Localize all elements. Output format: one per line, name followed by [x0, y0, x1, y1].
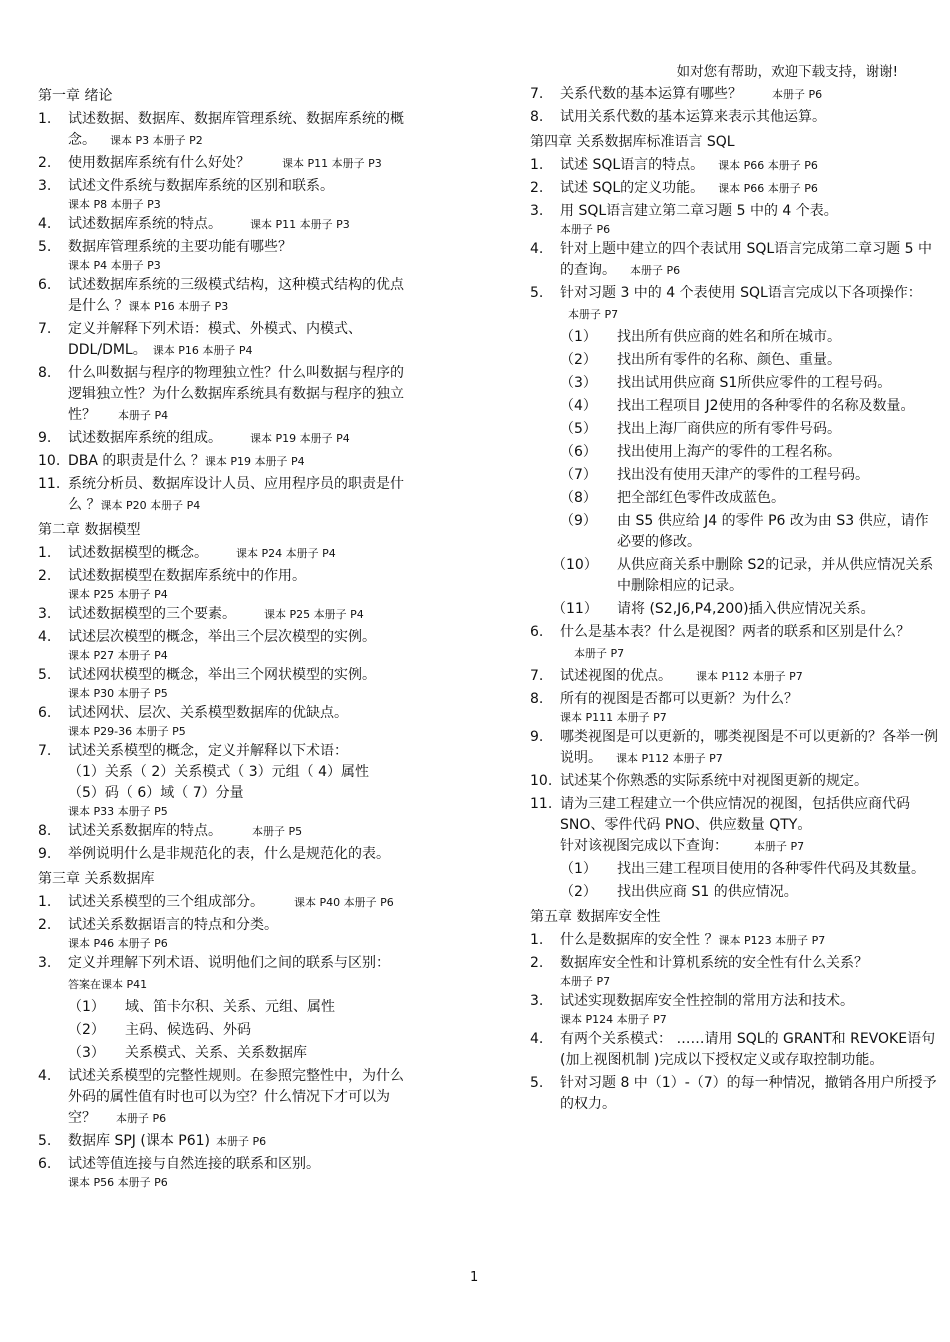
question-item: 4. 针对上题中建立的四个表试用 SQL语言完成第二章习题 5 中的查询。 本册子 P6 [530, 241, 932, 278]
question-item: 4. 试述数据库系统的特点。 课本 P11 本册子 P3 [38, 216, 350, 232]
page-number: 1 [470, 1270, 479, 1285]
question-item: 6. 什么是基本表？什么是视图？两者的联系和区别是什么？本册子 P7 [530, 624, 910, 660]
question-item: 10. 试述某个你熟悉的实际系统中对视图更新的规定。 [530, 773, 868, 789]
sub-item: （7） 找出没有使用天津产的零件的工程号码。 [560, 467, 869, 483]
question-item: 7. 试述视图的优点。 课本 P112 本册子 P7 [530, 668, 803, 684]
sub-item: （2） 找出供应商 S1 的供应情况。 [560, 884, 798, 900]
question-item: 3. 试述文件系统与数据库系统的区别和联系。 课本 P8 本册子 P3 [38, 178, 334, 211]
question-item: 4. 有两个关系模式： ……请用 SQL的 GRANT和 REVOKE语句 (加上视图机制 )完成以下授权定义或存取控制功能。 [530, 1031, 936, 1068]
question-item: 1. 试述 SQL语言的特点。 课本 P66 本册子 P6 [530, 157, 818, 173]
question-item: 3. 定义并理解下列术语、说明他们之间的联系与区别：答案在课本 P41 [38, 955, 390, 991]
question-item: 7. 定义并解释下列术语：模式、外模式、内模式、DDL/DML。 课本 P16 本册子 P4 [38, 321, 362, 358]
chapter-3-title: 第三章 关系数据库 [38, 871, 155, 887]
question-item: 9. 试述数据库系统的组成。 课本 P19 本册子 P4 [38, 430, 350, 446]
question-item: 7. 关系代数的基本运算有哪些？ 本册子 P6 [530, 86, 823, 102]
question-item: 1. 试述数据、数据库、数据库管理系统、数据库系统的概念。 课本 P3 本册子 P2 [38, 111, 404, 148]
right-column [530, 82, 940, 1115]
sub-item: （10） 从供应商关系中删除 S2的记录，并从供应情况关系中删除相应的记录。 [552, 557, 934, 594]
sub-item: （3） 关系模式、关系、关系数据库 [68, 1045, 307, 1061]
question-item: 2. 数据库安全性和计算机系统的安全性有什么关系？ 本册子 P7 [530, 955, 868, 988]
sub-item: （6） 找出使用上海产的零件的工程名称。 [560, 444, 841, 460]
question-item: 10. DBA 的职责是什么 ？课本 P19 本册子 P4 [38, 453, 305, 469]
sub-item: （8） 把全部红色零件改成蓝色。 [560, 490, 785, 506]
sub-item: （9） 由 S5 供应给 J4 的零件 P6 改为由 S3 供应，请作必要的修改。 [560, 513, 929, 550]
question-item: 5. 针对习题 3 中的 4 个表使用 SQL语言完成以下各项操作：本册子 P7 [530, 285, 922, 321]
question-item: 11. 请为三建工程建立一个供应情况的视图，包括供应商代码 SNO、零件代码 PNO、供应数量 QTY。 针对该视图完成以下查询： 本册子 P7 [530, 796, 910, 854]
question-item: 1. 试述关系模型的三个组成部分。 课本 P40 本册子 P6 [38, 894, 394, 910]
question-item: 5. 试述网状模型的概念，举出三个网状模型的实例。 课本 P30 本册子 P5 [38, 667, 376, 700]
sub-item: （2） 主码、候选码、外码 [68, 1022, 251, 1038]
question-item: 3. 用 SQL语言建立第二章习题 5 中的 4 个表。 本册子 P6 [530, 203, 838, 236]
header-note: 如对您有帮助，欢迎下载支持，谢谢! [676, 64, 898, 80]
question-item: 5. 数据库 SPJ (课本 P61) 本册子 P6 [38, 1133, 267, 1149]
sub-item: （4） 找出工程项目 J2使用的各种零件的名称及数量。 [560, 398, 915, 414]
sub-item: （1） 找出三建工程项目使用的各种零件代码及其数量。 [560, 861, 925, 877]
chapter-5-title: 第五章 数据库安全性 [530, 909, 661, 925]
question-item: 1. 试述数据模型的概念。 课本 P24 本册子 P4 [38, 545, 336, 561]
question-item: 4. 试述层次模型的概念，举出三个层次模型的实例。 课本 P27 本册子 P4 [38, 629, 376, 662]
sub-item: （1） 找出所有供应商的姓名和所在城市。 [560, 329, 841, 345]
question-item: 5. 数据库管理系统的主要功能有哪些？ 课本 P4 本册子 P3 [38, 239, 292, 272]
question-item: 8. 什么叫数据与程序的物理独立性？什么叫数据与程序的逻辑独立性？为什么数据库系统具有数据与程序的独立性？ 本册子 P4 [38, 365, 404, 423]
chapter-2-title: 第二章 数据模型 [38, 522, 141, 538]
question-item: 9. 举例说明什么是非规范化的表，什么是规范化的表。 [38, 846, 390, 862]
question-item: 2. 使用数据库系统有什么好处？ 课本 P11 本册子 P3 [38, 155, 382, 171]
question-item: 8. 所有的视图是否都可以更新？为什么？ 课本 P111 本册子 P7 [530, 691, 798, 724]
left-column [38, 82, 508, 1190]
sub-item: （5） 找出上海厂商供应的所有零件号码。 [560, 421, 841, 437]
question-item: 3. 试述实现数据库安全性控制的常用方法和技术。 课本 P124 本册子 P7 [530, 993, 854, 1026]
question-item: 6. 试述数据库系统的三级模式结构，这种模式结构的优点是什么 ？课本 P16 本册子 P3 [38, 277, 404, 314]
question-item: 6. 试述等值连接与自然连接的联系和区别。 课本 P56 本册子 P6 [38, 1156, 320, 1189]
question-item: 6. 试述网状、层次、关系模型数据库的优缺点。 课本 P29-36 本册子 P5 [38, 705, 348, 738]
question-item: 3. 试述数据模型的三个要素。 课本 P25 本册子 P4 [38, 606, 364, 622]
question-item: 4. 试述关系模型的完整性规则。在参照完整性中，为什么外码的属性值有时也可以为空？什么情况下才可以为空？ 本册子 P6 [38, 1068, 404, 1126]
question-item: 8. 试述关系数据库的特点。 本册子 P5 [38, 823, 303, 839]
sub-item: （3） 找出试用供应商 S1所供应零件的工程号码。 [560, 375, 892, 391]
question-item: 2. 试述关系数据语言的特点和分类。 课本 P46 本册子 P6 [38, 917, 278, 950]
sub-item: （1） 域、笛卡尔积、关系、元组、属性 [68, 999, 335, 1015]
chapter-4-title: 第四章 关系数据库标准语言 SQL [530, 134, 735, 150]
question-item: 11. 系统分析员、数据库设计人员、应用程序员的职责是什么 ？课本 P20 本册子 P4 [38, 476, 404, 513]
question-item: 5. 针对习题 8 中（1）-（7）的每一种情况，撤销各用户所授予的权力。 [530, 1075, 937, 1112]
question-item: 2. 试述数据模型在数据库系统中的作用。 课本 P25 本册子 P4 [38, 568, 306, 601]
question-item: 1. 什么是数据库的安全性 ？课本 P123 本册子 P7 [530, 932, 826, 948]
question-item: 7. 试述关系模型的概念，定义并解释以下术语： （1）关系（ 2）关系模式（ 3）元组（ 4）属性 （5）码（ 6）域（ 7）分量 课本 P33 本册子 P5 [38, 743, 369, 818]
question-item: 8. 试用关系代数的基本运算来表示其他运算。 [530, 109, 826, 125]
sub-item: （2） 找出所有零件的名称、颜色、重量。 [560, 352, 841, 368]
question-item: 9. 哪类视图是可以更新的，哪类视图是不可以更新的？各举一例说明。 课本 P112 本册子 P7 [530, 729, 938, 766]
chapter-1-title: 第一章 绪论 [38, 88, 113, 104]
question-item: 2. 试述 SQL的定义功能。 课本 P66 本册子 P6 [530, 180, 818, 196]
sub-item: （11） 请将 (S2,J6,P4,200)插入供应情况关系。 [552, 601, 875, 617]
